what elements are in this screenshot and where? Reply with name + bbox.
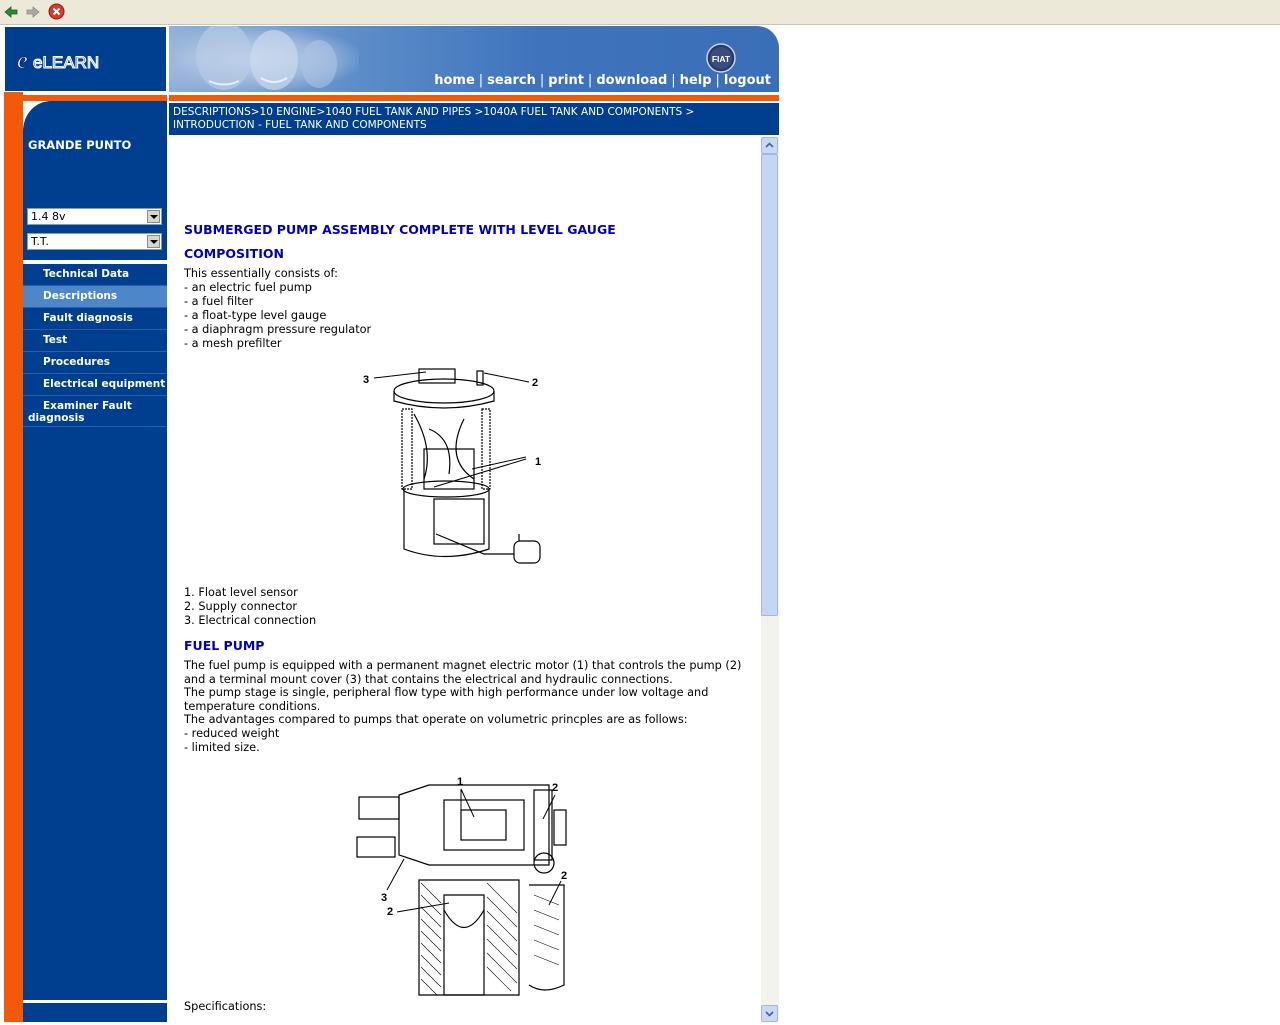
nav-logout[interactable]: logout [723,73,771,88]
figure2-label: 1 [457,776,464,788]
sidebar-item-test[interactable]: Test [23,330,167,352]
sidebar-footer [23,1000,167,1022]
sidebar-item-technical-data[interactable]: Technical Data [23,264,167,286]
figure2-label: 2 [552,782,559,794]
list-item: - reduced weight [184,727,280,740]
page-title: SUBMERGED PUMP ASSEMBLY COMPLETE WITH LEVEL GAUGE [184,222,616,237]
nav-separator: | [478,73,484,88]
fuel-pump-paragraph: The advantages compared to pumps that operate on volumetric princples are as follows: [184,713,688,726]
main-content [169,137,761,1022]
orange-side-strip [4,92,23,1022]
logo-letters: eLEARN [33,53,100,72]
breadcrumb-current: INTRODUCTION - FUEL TANK AND COMPONENTS [173,119,427,131]
specifications-label: Specifications: [184,1000,267,1013]
sidebar-item-examiner-fault-diagnosis[interactable]: Examiner Fault diagnosis [23,396,167,427]
fuel-pump-heading: FUEL PUMP [184,638,265,653]
figure2-label: 2 [561,870,568,882]
scroll-down-button[interactable] [761,1005,778,1022]
svg-text:FIAT: FIAT [711,54,731,64]
vertical-scrollbar[interactable] [761,137,779,1022]
sidebar-corner [23,101,167,131]
figure2-label: 2 [387,906,394,918]
close-icon[interactable] [48,3,65,20]
chevron-up-icon [762,138,777,153]
chevron-down-icon [762,1006,777,1021]
elearn-logo [15,49,159,73]
browser-toolbar [0,0,1280,25]
model-title: GRANDE PUNTO [28,138,132,152]
sidebar-item-procedures[interactable]: Procedures [23,352,167,374]
breadcrumb-path[interactable]: DESCRIPTIONS>10 ENGINE>1040 FUEL TANK AND PIPES >1040A FUEL TANK AND COMPONENTS > [173,106,695,118]
nav-download[interactable]: download [596,73,668,88]
figure1-label: 1 [535,456,542,468]
logo-area [4,26,167,92]
list-item: - a fuel filter [184,295,254,308]
variant-select-value: T.T. [31,235,49,248]
pump-assembly-diagram [354,349,554,564]
figure2-label: 3 [381,892,388,904]
sidebar-item-descriptions[interactable]: Descriptions [23,286,167,308]
sidebar-item-fault-diagnosis[interactable]: Fault diagnosis [23,308,167,330]
nav-separator: | [671,73,676,88]
header-banner [169,26,779,92]
nav-search[interactable]: search [487,73,536,88]
nav-separator: | [587,73,593,88]
top-navigation [434,73,771,88]
nav-help[interactable]: help [679,73,712,88]
back-arrow-icon[interactable] [3,4,19,20]
list-item: - a diaphragm pressure regulator [184,323,372,336]
sidebar [23,101,167,1022]
breadcrumb [169,103,779,135]
list-item: - a mesh prefilter [184,337,282,350]
fuel-pump-paragraph: The pump stage is single, peripheral flow type with high performance under low voltage and temperature conditions. [184,686,709,713]
fuel-pump-paragraph: The fuel pump is equipped with a permanent magnet electric motor (1) that controls the pump (2) and a terminal mount cover (3) that contains the electrical and hydraulic connections. [184,659,742,686]
banner-photo [169,26,359,92]
chevron-down-icon[interactable] [147,235,160,248]
nav-home[interactable]: home [434,73,475,88]
page-frame [4,26,779,1022]
fuel-pump-section-diagram [349,755,579,1005]
nav-separator: | [539,73,545,88]
fiat-badge-icon [706,43,736,73]
legend-item: 1. Float level sensor [184,586,298,599]
list-item: - an electric fuel pump [184,281,312,294]
svg-text:e: e [17,49,28,73]
engine-select[interactable] [27,208,162,225]
variant-select[interactable] [27,233,162,250]
composition-heading: COMPOSITION [184,246,284,261]
nav-print[interactable]: print [548,73,584,88]
nav-separator: | [715,73,720,88]
list-item: - a float-type level gauge [184,309,327,322]
sidebar-item-electrical-equipment[interactable]: Electrical equipment [23,374,167,396]
forward-arrow-icon[interactable] [25,4,41,20]
list-item: - limited size. [184,741,260,754]
figure1-label: 3 [363,374,370,386]
chevron-down-icon[interactable] [147,210,160,223]
figure1-label: 2 [532,377,539,389]
scroll-up-button[interactable] [761,137,778,154]
engine-select-value: 1.4 8v [31,210,66,223]
composition-intro: This essentially consists of: [184,267,338,280]
scroll-thumb[interactable] [761,154,778,616]
legend-item: 3. Electrical connection [184,614,317,627]
legend-item: 2. Supply connector [184,600,298,613]
